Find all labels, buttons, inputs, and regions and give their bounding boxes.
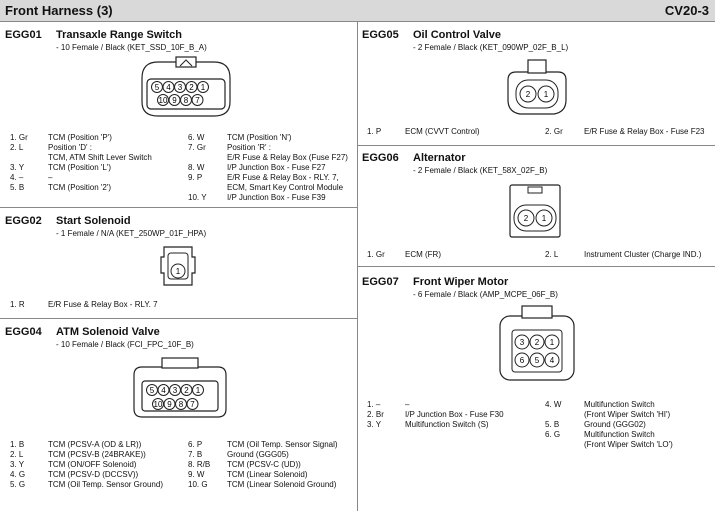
pin-number: 3. Y	[10, 163, 25, 172]
pin-label: 1	[543, 90, 549, 99]
pin-description: Position 'D' :	[48, 143, 92, 152]
pin-number: 1. –	[367, 400, 381, 409]
connector-spec: - 1 Female / N/A (KET_250WP_01F_HPA)	[56, 229, 207, 238]
pin-number: 9. P	[188, 173, 203, 182]
pin-number: 1. B	[10, 440, 25, 449]
connector-face-egg02	[158, 243, 198, 289]
pin-label: 2	[189, 83, 194, 92]
connector-code: EGG02	[5, 215, 42, 227]
pin-description: TCM (ON/OFF Solenoid)	[48, 460, 137, 469]
connector-name: Transaxle Range Switch	[56, 29, 182, 41]
connector-face-egg06	[506, 181, 564, 241]
connector-code: EGG07	[362, 276, 399, 288]
pin-label: 5	[534, 356, 540, 365]
pin-description: Position 'R' :	[227, 143, 271, 152]
pin-description: Multifunction Switch	[584, 400, 655, 409]
pin-label: 1	[195, 386, 201, 395]
connector-spec: - 10 Female / Black (KET_SSD_10F_B_A)	[56, 43, 207, 52]
pin-description: TCM, ATM Shift Lever Switch	[48, 153, 152, 162]
pin-description: E/R Fuse & Relay Box - RLY. 7	[48, 300, 158, 309]
pin-number: 4. W	[545, 400, 562, 409]
pin-number: 8. R/B	[188, 460, 211, 469]
pin-description: ECM (FR)	[405, 250, 441, 259]
pin-description: (Front Wiper Switch 'LO')	[584, 440, 673, 449]
pin-number: 4. –	[10, 173, 24, 182]
pin-description: Instrument Cluster (Charge IND.)	[584, 250, 702, 259]
pin-number: 7. Gr	[188, 143, 206, 152]
pin-label: 9	[172, 96, 177, 105]
pin-description: TCM (Linear Solenoid Ground)	[227, 480, 337, 489]
pin-number: 9. W	[188, 470, 205, 479]
pin-number: 10. G	[188, 480, 208, 489]
pin-label: 1	[175, 267, 181, 276]
pin-number: 5. G	[10, 480, 26, 489]
connector-name: ATM Solenoid Valve	[56, 326, 160, 338]
pin-label: 1	[549, 338, 555, 347]
pin-description: I/P Junction Box - Fuse F27	[227, 163, 326, 172]
pin-label: 4	[549, 356, 555, 365]
pin-number: 8. W	[188, 163, 205, 172]
page-number: CV20-3	[664, 3, 709, 18]
pin-description: ECM (CVVT Control)	[405, 127, 480, 136]
pin-number: 7. B	[188, 450, 203, 459]
pin-label: 4	[166, 83, 171, 92]
pin-label: 3	[172, 386, 178, 395]
pin-number: 6. G	[545, 430, 561, 439]
pin-description: TCM (Oil Temp. Sensor Signal)	[227, 440, 338, 449]
page-title: Front Harness (3)	[5, 3, 113, 18]
pin-description: TCM (Oil Temp. Sensor Ground)	[48, 480, 163, 489]
pin-label: 10	[153, 400, 163, 409]
connector-face-egg04	[130, 353, 230, 423]
pin-number: 2. Gr	[545, 127, 563, 136]
connector-name: Oil Control Valve	[413, 29, 502, 41]
pin-description: TCM (PCSV-D (DCCSV))	[48, 470, 139, 479]
pin-number: 6. P	[188, 440, 203, 449]
pin-number: 2. L	[10, 143, 24, 152]
pin-label: 2	[525, 90, 531, 99]
pin-number: 1. Gr	[10, 133, 28, 142]
pin-number: 2. L	[545, 250, 559, 259]
pin-label: 7	[190, 400, 195, 409]
pin-description: TCM (PCSV-C (UD))	[227, 460, 301, 469]
pin-label: 2	[184, 386, 189, 395]
connector-name: Front Wiper Motor	[413, 276, 509, 288]
pin-number: 1. R	[10, 300, 25, 309]
pin-number: 5. B	[545, 420, 560, 429]
pin-number: 3. Y	[10, 460, 25, 469]
pin-label: 8	[183, 96, 189, 105]
pin-description: –	[405, 400, 410, 409]
pin-label: 3	[519, 338, 525, 347]
section-divider	[358, 266, 715, 267]
pin-label: 7	[195, 96, 200, 105]
pin-number: 2. Br	[367, 410, 384, 419]
connector-spec: - 2 Female / Black (KET_090WP_02F_B_L)	[413, 43, 569, 52]
pin-description: E/R Fuse & Relay Box - RLY. 7,	[227, 173, 339, 182]
pin-label: 10	[158, 96, 168, 105]
connector-spec: - 2 Female / Black (KET_58X_02F_B)	[413, 166, 548, 175]
pin-description: Ground (GGG02)	[584, 420, 646, 429]
pin-label: 5	[149, 386, 155, 395]
pin-number: 1. P	[367, 127, 382, 136]
connector-name: Alternator	[413, 152, 466, 164]
pin-description: I/P Junction Box - Fuse F30	[405, 410, 504, 419]
pin-description: TCM (Linear Solenoid)	[227, 470, 308, 479]
pin-description: TCM (Position 'P')	[48, 133, 112, 142]
section-divider	[358, 145, 715, 146]
pin-description: Multifunction Switch (S)	[405, 420, 489, 429]
pin-description: TCM (Position 'L')	[48, 163, 112, 172]
pin-label: 2	[523, 214, 529, 223]
pin-description: TCM (PCSV-A (OD & LR))	[48, 440, 142, 449]
pin-label: 2	[534, 338, 540, 347]
pin-label: 9	[167, 400, 172, 409]
pin-label: 3	[177, 83, 183, 92]
connector-spec: - 6 Female / Black (AMP_MCPE_06F_B)	[413, 290, 558, 299]
pin-description: E/R Fuse & Relay Box (Fuse F27)	[227, 153, 348, 162]
connector-code: EGG05	[362, 29, 399, 41]
connector-spec: - 10 Female / Black (FCI_FPC_10F_B)	[56, 340, 194, 349]
pin-description: Multifunction Switch	[584, 430, 655, 439]
pin-label: 8	[178, 400, 184, 409]
connector-code: EGG06	[362, 152, 399, 164]
pin-label: 4	[161, 386, 166, 395]
connector-name: Start Solenoid	[56, 215, 131, 227]
pin-description: TCM (Position '2')	[48, 183, 112, 192]
pin-number: 5. B	[10, 183, 25, 192]
pin-description: TCM (Position 'N')	[227, 133, 292, 142]
pin-description: TCM (PCSV-B (24BRAKE))	[48, 450, 146, 459]
page-header	[0, 0, 715, 22]
connector-face-egg05	[504, 56, 570, 118]
pin-number: 3. Y	[367, 420, 382, 429]
pin-number: 1. Gr	[367, 250, 385, 259]
pin-description: E/R Fuse & Relay Box - Fuse F23	[584, 127, 705, 136]
connector-code: EGG04	[5, 326, 42, 338]
connector-face-egg07	[496, 302, 578, 384]
pin-number: 2. L	[10, 450, 24, 459]
pin-number: 6. W	[188, 133, 205, 142]
pin-label: 1	[541, 214, 547, 223]
pin-description: Ground (GGG05)	[227, 450, 289, 459]
pin-label: 5	[154, 83, 160, 92]
connector-face-egg01	[138, 56, 234, 121]
pin-number: 10. Y	[188, 193, 207, 202]
section-divider	[0, 318, 357, 319]
section-divider	[0, 207, 357, 208]
pin-description: (Front Wiper Switch 'HI')	[584, 410, 671, 419]
pin-description: –	[48, 173, 53, 182]
pin-description: I/P Junction Box - Fuse F39	[227, 193, 326, 202]
pin-number: 4. G	[10, 470, 26, 479]
pin-label: 1	[200, 83, 206, 92]
pin-description: ECM, Smart Key Control Module	[227, 183, 344, 192]
pin-label: 6	[519, 356, 525, 365]
connector-code: EGG01	[5, 29, 42, 41]
